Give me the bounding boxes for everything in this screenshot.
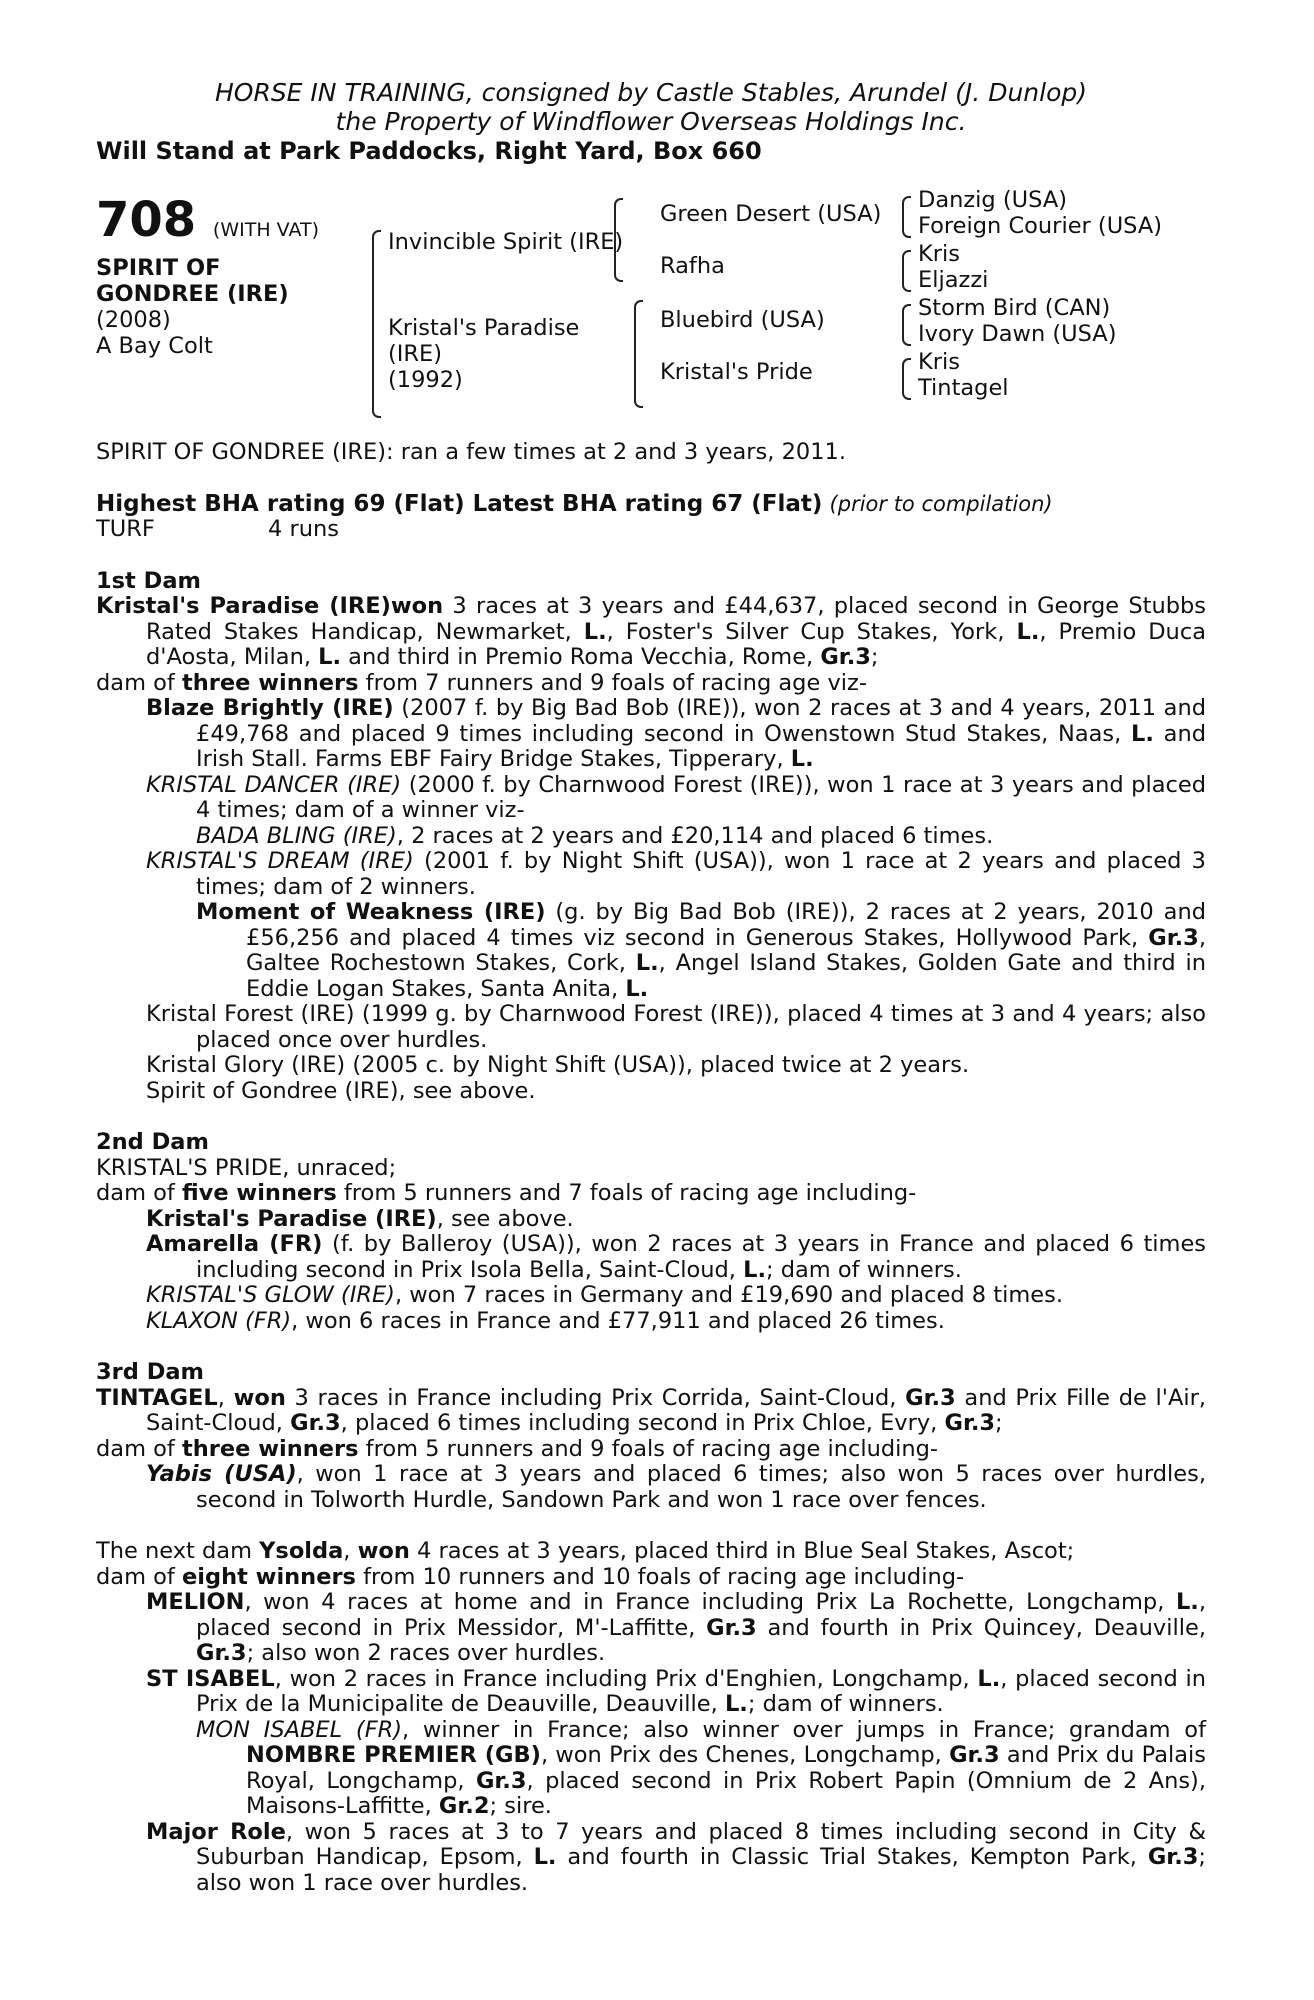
pedigree-dam-sire: Bluebird (USA) <box>660 307 825 333</box>
pedigree-brace-sd <box>902 250 911 292</box>
turf-label: TURF <box>96 516 155 542</box>
pedigree-block <box>96 188 1206 420</box>
produce-yabis: Yabis (USA), won 1 race at 3 years and placed 6 times; also won 5 races over hurdles, second in Tolworth Hurdle, Sandown Park and won 1 race over fences. <box>146 1461 1206 1513</box>
produce-mon-isabel: MON ISABEL (FR), winner in France; also winner over jumps in France; grandam of NOMBRE PREMIER (GB), won Prix des Chenes, Longchamp, Gr.3 and Prix du Palais Royal, Longchamp, Gr.3, placed second in Prix Robert Papin (Omnium de 2 Ans), Maisons-Laffitte, Gr.2; sire. <box>196 1716 1206 1819</box>
produce-amarella: Amarella (FR) (f. by Balleroy (USA)), won 2 races at 3 years in France and placed 6 times including second in Prix Isola Bella, Saint-Cloud, L.; dam of winners. <box>146 1231 1207 1283</box>
produce-moment-of-weakness: Moment of Weakness (IRE) (g. by Big Bad Bob (IRE)), 2 races at 2 years, 2010 and £56,256 and placed 4 times viz second in Generous Stakes, Hollywood Park, Gr.3, Galtee Rochestown Stakes, Cork, L., Angel Island Stakes, Golden Gate and third in Eddie Logan Stakes, Santa Anita, L. <box>196 899 1206 1002</box>
produce-melion: MELION, won 4 races at home and in France including Prix La Rochette, Longchamp, L., placed second in Prix Messidor, M'-Laffitte, Gr.3 and fourth in Prix Quincey, Deauville, Gr.3; also won 2 races over hurdles. <box>146 1589 1206 1666</box>
dam1-name: Kristal's Paradise (IRE) <box>96 593 391 619</box>
pedigree-ss-sire: Danzig (USA) <box>918 187 1067 213</box>
dam4-produce-summary: dam of eight winners from 10 runners and 10 foals of racing age including- <box>96 1563 965 1590</box>
pedigree-dam-dam: Kristal's Pride <box>660 359 813 385</box>
rating-line <box>96 492 1206 518</box>
pedigree-dam-line2: (IRE) <box>388 341 443 367</box>
dam2-produce-summary: dam of five winners from 5 runners and 7 foals of racing age including- <box>96 1180 917 1206</box>
dam1-record: Kristal's Paradise (IRE)won 3 races at 3 years and £44,637, placed second in George Stubbs Rated Stakes Handicap, Newmarket, L., Foster's Silver Cup Stakes, York, L., Premio Duca d'Aosta, Milan, L. and third in Premio Roma Vecchia, Rome, Gr.3; <box>96 593 1206 670</box>
dam3-produce-summary: dam of three winners from 5 runners and 9 foals of racing age including- <box>96 1435 939 1462</box>
pedigree-brace-dd <box>902 358 911 400</box>
catalogue-page <box>96 78 1206 1896</box>
produce-blaze-brightly: Blaze Brightly (IRE) (2007 f. by Big Bad Bob (IRE)), won 2 races at 3 and 4 years, 2011 and £49,768 and placed 9 times including second in Owenstown Stud Stakes, Naas, L. and Irish Stall. Farms EBF Fairy Bridge Stakes, Tipperary, L. <box>146 695 1206 772</box>
produce-major-role: Major Role, won 5 races at 3 to 7 years and placed 8 times including second in City & Suburban Handicap, Epsom, L. and fourth in Classic Trial Stakes, Kempton Park, Gr.3; also won 1 race over hurdles. <box>146 1818 1206 1896</box>
turf-line <box>96 517 1206 543</box>
pedigree-sire-sire: Green Desert (USA) <box>660 201 882 227</box>
produce-kristals-glow: KRISTAL'S GLOW (IRE), won 7 races in Germany and £19,690 and placed 8 times. <box>146 1282 1063 1308</box>
pedigree-ss-dam: Foreign Courier (USA) <box>918 213 1163 239</box>
produce-kristals-dream: KRISTAL'S DREAM (IRE) (2001 f. by Night Shift (USA)), won 1 race at 2 years and placed 3 times; dam of 2 winners. <box>146 848 1206 900</box>
produce-spirit-of-gondree: Spirit of Gondree (IRE), see above. <box>146 1077 536 1104</box>
dam1-produce-summary: dam of three winners from 7 runners and 9 foals of racing age viz- <box>96 669 867 696</box>
horse-name-line2: GONDREE (IRE) <box>96 281 289 307</box>
horse-name-line1: SPIRIT OF <box>96 255 221 281</box>
dam2-record: KRISTAL'S PRIDE, unraced; <box>96 1154 397 1181</box>
pedigree-brace-sire <box>614 198 623 282</box>
pedigree-sire-dam: Rafha <box>660 253 725 279</box>
horse-description: A Bay Colt <box>96 333 213 359</box>
produce-klaxon: KLAXON (FR), won 6 races in France and £77,911 and placed 26 times. <box>146 1307 945 1334</box>
pedigree-sd-dam: Eljazzi <box>918 267 989 293</box>
header-consignor: HORSE IN TRAINING, consigned by Castle Stables, Arundel (J. Dunlop) <box>214 78 1088 107</box>
pedigree-dd-dam: Tintagel <box>918 375 1009 401</box>
pedigree-dam-line1: Kristal's Paradise <box>388 315 580 341</box>
pedigree-ds-sire: Storm Bird (CAN) <box>918 295 1111 321</box>
race-summary: SPIRIT OF GONDREE (IRE): ran a few times at 2 and 3 years, 2011. <box>96 439 846 465</box>
pedigree-dd-sire: Kris <box>918 349 960 375</box>
rating-note: (prior to compilation) <box>829 491 1053 516</box>
rating-text: Highest BHA rating 69 (Flat) Latest BHA rating 67 (Flat) <box>96 490 823 517</box>
produce-kristal-forest: Kristal Forest (IRE) (1999 g. by Charnwood Forest (IRE)), placed 4 times at 3 and 4 years; also placed once over hurdles. <box>146 1001 1206 1053</box>
dam1-title: 1st Dam <box>96 567 201 594</box>
lot-number: 708 <box>96 192 197 248</box>
dam2-title: 2nd Dam <box>96 1129 209 1155</box>
produce-kristal-dancer: KRISTAL DANCER (IRE) (2000 f. by Charnwood Forest (IRE)), won 1 race at 3 years and placed 4 times; dam of a winner viz- <box>146 771 1206 823</box>
pedigree-ds-dam: Ivory Dawn (USA) <box>918 321 1117 347</box>
pedigree-sire: Invincible Spirit (IRE) <box>388 229 624 255</box>
horse-year: (2008) <box>96 307 171 333</box>
produce-bada-bling: BADA BLING (IRE), 2 races at 2 years and £20,114 and placed 6 times. <box>196 822 994 849</box>
pedigree-brace-ss <box>902 196 911 238</box>
vat-note: (WITH VAT) <box>212 219 319 241</box>
dam3-record: TINTAGEL, won 3 races in France including Prix Corrida, Saint-Cloud, Gr.3 and Prix Fille de l'Air, Saint-Cloud, Gr.3, placed 6 times including second in Prix Chloe, Evry, Gr.3; <box>96 1384 1206 1436</box>
produce-st-isabel: ST ISABEL, won 2 races in France including Prix d'Enghien, Longchamp, L., placed second in Prix de la Municipalite de Deauville, Deauville, L.; dam of winners. <box>146 1665 1207 1717</box>
pedigree-brace-dam <box>634 300 643 408</box>
lot-number-line <box>96 192 319 254</box>
pedigree-brace-ds <box>902 304 911 346</box>
header-location: Will Stand at Park Paddocks, Right Yard, Box 660 <box>96 137 762 165</box>
pedigree-dam-line3: (1992) <box>388 367 463 393</box>
header-property: the Property of Windflower Overseas Holdings Inc. <box>335 107 967 136</box>
dam3-title: 3rd Dam <box>96 1359 204 1385</box>
pedigree-sd-sire: Kris <box>918 241 960 267</box>
dam4-record: The next dam Ysolda, won 4 races at 3 years, placed third in Blue Seal Stakes, Ascot; <box>96 1538 1075 1564</box>
pedigree-brace-main <box>372 230 381 418</box>
produce-kristal-glory: Kristal Glory (IRE) (2005 c. by Night Shift (USA)), placed twice at 2 years. <box>146 1052 970 1078</box>
turf-runs: 4 runs <box>268 516 339 542</box>
produce-kristals-paradise: Kristal's Paradise (IRE), see above. <box>146 1205 574 1232</box>
